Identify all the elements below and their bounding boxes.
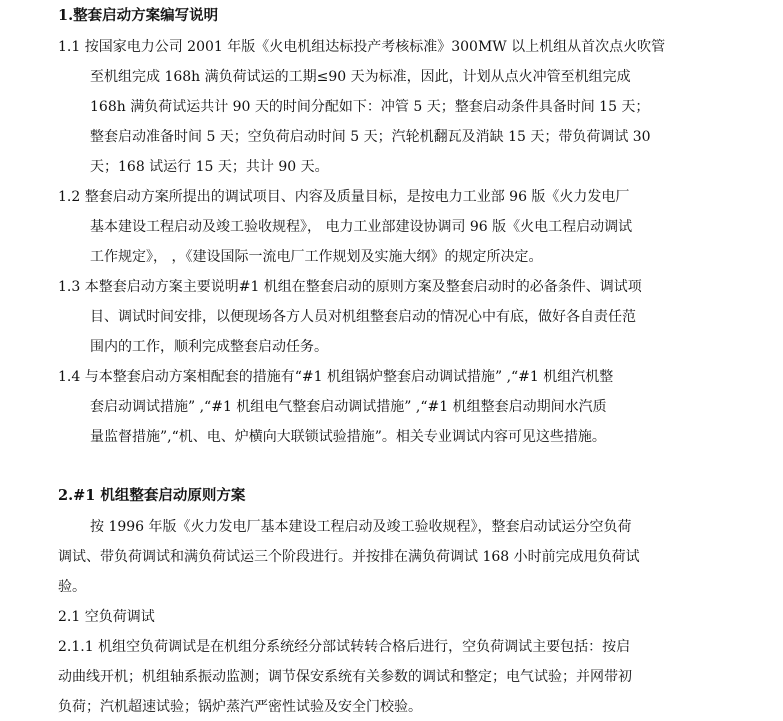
item-1-3-line-3: 围内的工作，顺利完成整套启动任务。 [90, 339, 328, 355]
item-1-1-line-2: 至机组完成 168h 满负荷试运的工期≤90 天为标准，因此，计划从点火冲管至机组完成 [90, 69, 631, 85]
subsection-2-1-heading: 2.1 空负荷调试 [58, 609, 155, 625]
section2-paragraph-line-3: 验。 [58, 579, 86, 595]
item-1-2-line-3: 工作规定》， ，《建设国际一流电厂工作规划及实施大纲》的规定所决定。 [90, 249, 543, 265]
item-1-2-line-2: 基本建设工程启动及竣工验收规程》， 电力工业部建设协调司 96 版《火电工程启动调试 [90, 219, 633, 235]
item-1-2-line-1: 1.2 整套启动方案所提出的调试项目、内容及质量目标，是按电力工业部 96 版《火力发电厂 [58, 189, 630, 205]
item-1-1-line-1: 1.1 按国家电力公司 2001 年版《火电机组达标投产考核标准》300MW 以上机组从首次点火吹管 [58, 39, 666, 55]
section2-paragraph-line-2: 调试、带负荷调试和满负荷试运三个阶段进行。并按排在满负荷调试 168 小时前完成甩负荷试 [58, 549, 640, 565]
item-2-1-1-line-1: 2.1.1 机组空负荷调试是在机组分系统经分部试转转合格后进行，空负荷调试主要包括：按启 [58, 639, 631, 655]
item-1-4-line-2: 套启动调试措施” ,“#1 机组电气整套启动调试措施” ,“#1 机组整套启动期间水汽质 [90, 399, 607, 415]
item-1-3-line-2: 目、调试时间安排，以便现场各方人员对机组整套启动的情况心中有底，做好各自责任范 [90, 309, 636, 325]
item-1-1-line-4: 整套启动准备时间 5 天；空负荷启动时间 5 天；汽轮机翻瓦及消缺 15 天；带负荷调试 30 [90, 129, 651, 145]
item-1-4-line-3: 量监督措施”,“机、电、炉横向大联锁试验措施”。相关专业调试内容可见这些措施。 [90, 429, 606, 445]
item-1-4-line-1: 1.4 与本整套启动方案相配套的措施有“#1 机组锅炉整套启动调试措施” ,“#1 机组汽机整 [58, 369, 614, 385]
section2-heading: 2.#1 机组整套启动原则方案 [58, 487, 246, 504]
item-2-1-1-line-2: 动曲线开机；机组轴系振动监测；调节保安系统有关参数的调试和整定；电气试验；并网带初 [58, 669, 632, 685]
section2-paragraph-line-1: 按 1996 年版《火力发电厂基本建设工程启动及竣工验收规程》，整套启动试运分空负荷 [90, 519, 632, 535]
item-2-1-1-line-3: 负荷；汽机超速试验；锅炉蒸汽严密性试验及安全门校验。 [58, 699, 422, 715]
section1-heading: 1.整套启动方案编写说明 [58, 7, 219, 24]
item-1-3-line-1: 1.3 本整套启动方案主要说明#1 机组在整套启动的原则方案及整套启动时的必备条件、调试项 [58, 279, 642, 295]
item-1-1-line-3: 168h 满负荷试运共计 90 天的时间分配如下：冲管 5 天；整套启动条件具备时间 15 天； [90, 99, 650, 115]
item-1-1-line-5: 天；168 试运行 15 天；共计 90 天。 [90, 159, 329, 175]
